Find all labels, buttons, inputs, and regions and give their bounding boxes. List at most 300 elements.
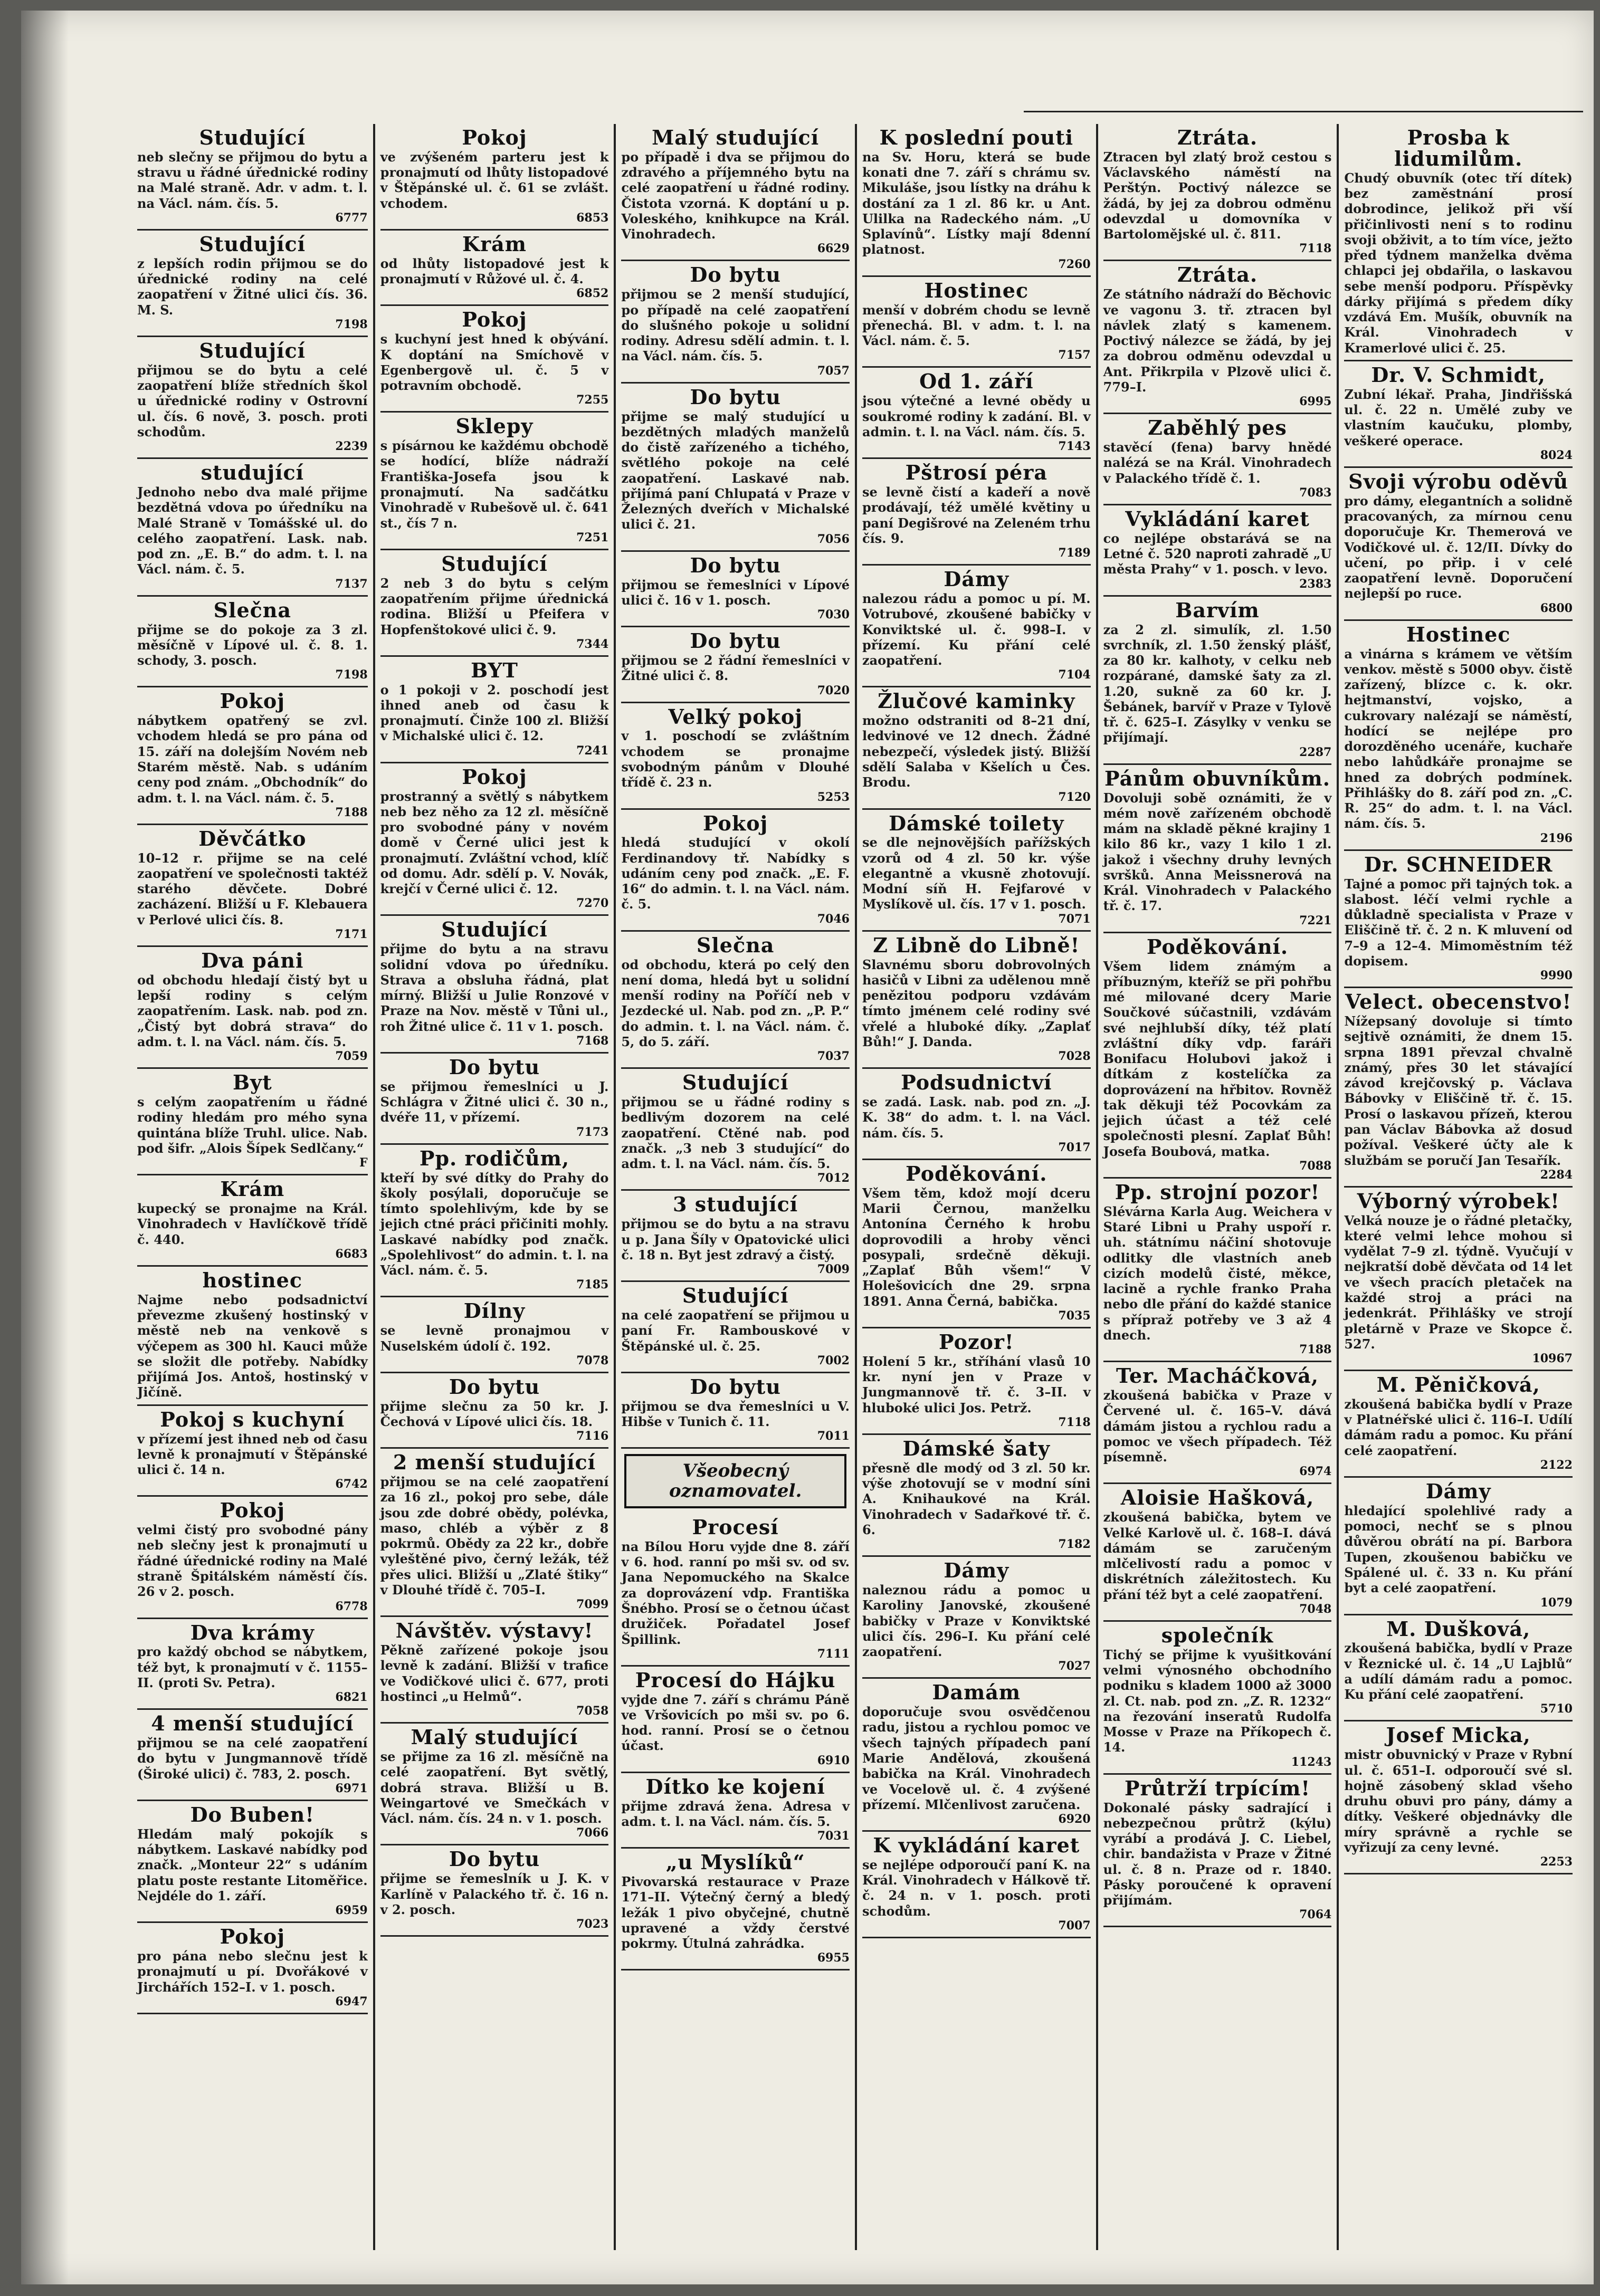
ad-text: přijmou se u řádné rodiny s bedlivým dozorem na celé zaopatření. Ctěné nab. pod značk. „3 neb 3 studující“ do adm. t. l. na Václ. nám. čís. 5. <box>621 1094 850 1172</box>
ad-number: 7083 <box>1299 485 1332 500</box>
ad-number: 2122 <box>1540 1458 1573 1472</box>
ad-heading: Byt <box>232 1070 272 1095</box>
ad-number: 2239 <box>335 439 368 454</box>
ad-number: 7048 <box>1299 1602 1332 1616</box>
ad-text: přijme slečnu za 50 kr. J. Čechová v Lípové ulici čís. 18. <box>380 1398 609 1429</box>
ad-number: 7088 <box>1299 1159 1332 1173</box>
ad-number: 6853 <box>576 211 609 225</box>
ad-text: jsou výtečné a levné obědy u soukromé rodiny k zadání. Bl. v admin. t. l. na Václ. nám. čís. 5. <box>862 393 1091 439</box>
ad-heading: studující <box>201 461 304 485</box>
ad-heading: Výborný výrobek! <box>1357 1189 1560 1213</box>
ad-heading: Podsudnictví <box>901 1070 1052 1095</box>
ad-number: 7030 <box>817 608 850 622</box>
ad-text: přijmou se na celé zaopatření za 16 zl., pokoj pro sebe, dále jsou zde dobré obědy, polévka, maso, chléb a výběr z 8 pokrmů. Obědy za 22 kr., dobře vyleštěné pivo, černý ležák, též přes ulici. Bližší u „Zlaté štiky“ v Dlouhé třídě č. 705–I. <box>380 1474 609 1597</box>
ad-heading: Prosba k lidumilům. <box>1394 126 1523 170</box>
ad-text: Velká nouze je o řádné pletačky, které velmi lehce mohou si vydělat 7–9 zl. týdně. Vyučují v nejkratší době děvčata od 14 let ve všech pracích pletaček na každé stroj a práci na jedenkrát. Přihlášky ve strojí pletárně v Praze ve Skopce č. 527. <box>1344 1212 1573 1352</box>
classified-ad <box>862 1435 1091 1557</box>
ad-heading: Damám <box>932 1680 1021 1705</box>
classified-ad <box>137 1267 368 1406</box>
ad-text: 10–12 r. přijme se na celé zaopatření ve společnosti taktéž starého děvčete. Dobré zacházení. Bližší u F. Klebauera v Perlové ulici čís. 8. <box>137 850 368 927</box>
ad-heading: Pp. rodičům, <box>419 1146 570 1170</box>
ad-heading: K vykládání karet <box>873 1833 1080 1858</box>
ad-heading: Z Libně do Libně! <box>873 933 1080 957</box>
classified-ad <box>1103 261 1332 414</box>
ad-heading: Krám <box>220 1177 285 1201</box>
ad-text: od obchodu hledají čistý byt u lepší rodiny s celým zaopatřením. Lask. nab. pod zn. „Čistý byt dobrá strava“ do adm. t. l. na Václ. nám. čís. 5. <box>137 972 368 1049</box>
classified-ad <box>862 1328 1091 1435</box>
section-banner: Všeobecný oznamovatel. <box>624 1454 846 1508</box>
classified-ad <box>137 825 368 947</box>
classified-ad <box>862 124 1091 277</box>
classified-ad <box>380 1449 609 1617</box>
ad-number: 7221 <box>1299 913 1332 927</box>
classified-ad <box>621 124 850 261</box>
ad-heading: Dr. V. Schmidt, <box>1371 362 1546 387</box>
ad-number: 2196 <box>1540 831 1573 845</box>
ad-text: zkoušená babička, bytem ve Velké Karlově ul. č. 168–I. dává dámám se zaručeným mlčelivostí radu a pomoc v diskrétních záležitostech. Ku přání též byt a celé zaopatření. <box>1103 1509 1332 1602</box>
ad-heading: Žlučové kaminky <box>878 689 1075 713</box>
ad-heading: M. Pěničková, <box>1376 1373 1540 1397</box>
ad-heading: Do bytu <box>690 1374 781 1399</box>
ad-text: Jednoho nebo dva malé přijme bezdětná vdova po úředníku na Malé Straně v Tomášské ul. do celého zaopatření. Lask. nab. pod zn. „E. B.“ do adm. t. l. na Václ. nám. č. 5. <box>137 484 368 577</box>
ad-heading: Pštrosí péra <box>905 461 1047 485</box>
classified-ad <box>1344 1188 1573 1371</box>
ad-text: Najme nebo podsadnictví převezme zkušený hostinský v městě neb na venkově s výčepem as 300 hl. Kauci může se složit dle potřeby. Nabídky přijímá Jos. Antoš, hostinský v Jičíně. <box>137 1292 368 1400</box>
ad-number: 7120 <box>1058 790 1091 804</box>
ad-text: za 2 zl. simulík, zl. 1.50 svrchník, zl. 1.50 ženský plášť, za 80 kr. kalhoty, v celku neb rozpárané, damské šaty za zl. 1.20, sukně za 60 kr. J. Šebánek, barvíř v Praze v Tylově tř. č. 625–I. Zásylky v venku se přijímají. <box>1103 621 1332 745</box>
ad-number: 7104 <box>1058 668 1091 682</box>
ad-text: Dokonalé pásky sadrající i nebezpečnou průtrž (kýlu) vyrábí a prodává J. C. Liebel, chir. bandažista v Praze v Žitné ul. č. 8 n. Praze od r. 1840. Pásky poroučené k opravení přijímám. <box>1103 1800 1332 1908</box>
ad-heading: Josef Micka, <box>1386 1723 1531 1747</box>
ad-number: 7185 <box>576 1278 609 1292</box>
ad-text: Holení 5 kr., stříhání vlasů 10 kr. nyní jen v Praze v Jungmannově tř. č. 3–II. v hluboké ulici Jos. Petrž. <box>862 1353 1091 1415</box>
ad-heading: Barvím <box>1175 598 1260 622</box>
ad-number: 7116 <box>576 1429 609 1443</box>
ad-text: přijmou se 2 menší studující, po případě na celé zaopatření do slušného pokoje u solidní rodiny. Adresu sdělí admin. t. l. na Václ. nám. čís. 5. <box>621 286 850 364</box>
classified-ad <box>380 763 609 916</box>
ad-heading: Pokoj <box>220 1498 285 1523</box>
ad-text: se dle nejnovějších pařížských vzorů od 4 zl. 50 kr. výše elegantně a vkusně zhotovují. Modní síň H. Fejfarové v Myslíkově ul. čís. 17 v 1. posch. <box>862 835 1091 912</box>
ad-number: 6778 <box>335 1599 368 1613</box>
ad-number: 7188 <box>1299 1343 1332 1357</box>
ad-text: se levně čistí a kadeří a nově prodávají, též umělé květiny u paní Degišrové na Zeleném trhu čís. 9. <box>862 484 1091 546</box>
ad-number: 6777 <box>335 211 368 225</box>
ad-number: 7137 <box>335 577 368 591</box>
ad-text: zkoušená babička, bydlí v Praze v Řeznické ul. č. 14 „U Lajblů“ a udílí dámám radu a pomoc. Ku přání celé zaopatření. <box>1344 1640 1573 1702</box>
classified-ad <box>862 277 1091 368</box>
ad-heading: Do bytu <box>690 263 781 287</box>
ad-number: 7059 <box>335 1049 368 1064</box>
ad-heading: BYT <box>471 658 518 682</box>
ad-text: Nížepsaný dovoluje si tímto sejtivě oznámiti, že dnem 15. srpna 1891 převzal chvalně známý, přes 30 let stávající závod krejčovský p. Václava Bábovky v Eliščině tř. č. 15. Prosí o laskavou přízeň, kterou pan Václav Bábovka až dosud požíval. Veškeré účty ale k službám se poručí Jan Tesařík. <box>1344 1013 1573 1168</box>
ad-heading: Slečna <box>696 933 775 957</box>
classified-ad <box>621 1514 850 1667</box>
classified-ad <box>862 566 1091 687</box>
ad-text: hledá studující v okolí Ferdinandovy tř. Nabídky s udáním ceny pod značk. „E. F. 16“ do admin. t. l. na Václ. nám. č. 5. <box>621 835 850 912</box>
ad-text: přijme se do pokoje za 3 zl. měsíčně v Lípové ul. č. 8. 1. schody, 3. posch. <box>137 621 368 668</box>
ad-heading: K poslední pouti <box>879 126 1074 149</box>
ad-text: přijmou se 2 řádní řemeslníci v Žitné ulici č. 8. <box>621 653 850 684</box>
ad-number: 7020 <box>817 683 850 697</box>
ad-text: od lhůty listopadové jest k pronajmutí v Růžové ul. č. 4. <box>380 255 609 287</box>
ad-text: Zubní lékař. Praha, Jindřišská ul. č. 22 n. Umělé zuby ve vlastním kaučuku, plomby, veškeré operace. <box>1344 386 1573 448</box>
ad-heading: Pánům obuvníkům. <box>1104 766 1330 790</box>
ad-heading: Studující <box>682 1070 789 1095</box>
ad-number: 6920 <box>1058 1812 1091 1826</box>
classified-ad <box>137 1801 368 1923</box>
ad-text: nalezou rádu a pomoc u pí. M. Votrubové, zkoušené babičky v Konviktské ul. č. 998–I. v přízemí. Ku přání celé zaopatření. <box>862 590 1091 668</box>
ad-text: na Bílou Horu vyjde dne 8. září v 6. hod. ranní po mši sv. od sv. Jana Nepomuckého na Skalce za doprovázení vdp. Františka Šnébho. Prosí se o četnou účast družiček. Pořadatel Josef Špillink. <box>621 1538 850 1647</box>
classified-ad <box>137 1406 368 1497</box>
ad-number: 7198 <box>335 317 368 331</box>
ad-heading: hostinec <box>202 1268 302 1292</box>
classified-ad <box>137 459 368 596</box>
ad-heading: Dva krámy <box>190 1620 315 1644</box>
ad-text: Ze státního nádraží do Běchovic ve vagonu 3. tř. ztracen byl návlek zlatý s kamenem. Poctivý nálezce se žádá, by jej za dobrou odměnu odevzdal u Ant. Přikrpila v Plzově ulici č. 779–I. <box>1103 286 1332 395</box>
classified-ad <box>380 1724 609 1845</box>
ad-heading: „u Myslíků“ <box>665 1850 805 1874</box>
classified-ad <box>621 1667 850 1773</box>
classified-ad <box>862 1679 1091 1832</box>
ad-number: 6683 <box>335 1247 368 1261</box>
classified-ad <box>1344 1615 1573 1722</box>
classified-ad <box>621 932 850 1069</box>
ad-heading: Návštěv. výstavy! <box>395 1619 594 1643</box>
ad-text: pro každý obchod se nábytkem, též byt, k pronajmutí v č. 1155–II. (proti Sv. Petra). <box>137 1644 368 1690</box>
classified-ad <box>1103 765 1332 933</box>
classified-ad <box>862 1557 1091 1679</box>
classified-ad <box>621 261 850 383</box>
ad-heading: Dámy <box>1425 1479 1491 1504</box>
ad-heading: Poděkování. <box>1146 934 1289 959</box>
ad-text: neb slečny se přijmou do bytu a stravu u řádné úřednické rodiny na Malé straně. Adr. v adm. t. l. na Václ. nám. čís. 5. <box>137 149 368 211</box>
ad-heading: 2 menší studující <box>393 1450 596 1475</box>
classified-ad <box>137 124 368 231</box>
ad-heading: Od 1. září <box>919 369 1034 394</box>
ad-number: 2287 <box>1299 745 1332 759</box>
ad-number: 7057 <box>817 363 850 378</box>
ad-number: 6800 <box>1540 601 1573 615</box>
ad-text: s písárnou ke každému obchodě se hodící, blíže nádraží Františka-Josefa jsou k pronajmutí. Na sadčátku Vinohradě v Rubešově ul. č. 641 st., čís 7 n. <box>380 438 609 531</box>
ad-heading: Dítko ke kojení <box>645 1774 825 1798</box>
ad-heading: Pokoj <box>462 308 527 332</box>
classified-ad <box>380 916 609 1053</box>
classified-ad <box>137 231 368 337</box>
ad-number: 7002 <box>817 1353 850 1367</box>
classified-ad <box>137 1069 368 1175</box>
classified-ad <box>137 337 368 459</box>
ad-text: stavěcí (fena) barvy hnědé nalézá se na Král. Vinohradech v Palackého třídě č. 1. <box>1103 439 1332 486</box>
ad-number: 7056 <box>817 532 850 546</box>
ad-number: 6821 <box>335 1690 368 1705</box>
classified-ad <box>621 552 850 627</box>
ad-heading: Aloisie Hašková, <box>1120 1486 1315 1510</box>
ad-heading: Hostinec <box>1406 622 1511 646</box>
ad-number: 6974 <box>1299 1465 1332 1479</box>
ad-number: 2284 <box>1540 1168 1573 1182</box>
ad-text: naleznou rádu a pomoc u Karoliny Janovské, zkoušené babičky v Praze v Konviktské ulici čís. 296–I. Ku přání celé zaopatření. <box>862 1582 1091 1660</box>
ad-number: 7007 <box>1058 1919 1091 1933</box>
classified-ad <box>137 687 368 825</box>
classified-ad <box>380 231 609 306</box>
ad-heading: Velký pokoj <box>668 704 803 729</box>
ad-heading: Pozor! <box>939 1329 1014 1354</box>
ad-number: 7066 <box>576 1826 609 1840</box>
ad-heading: Ter. Macháčková, <box>1116 1364 1319 1388</box>
ad-number: 7173 <box>576 1125 609 1139</box>
ad-heading: Dámy <box>944 567 1009 591</box>
ad-heading: Studující <box>441 917 548 942</box>
ad-heading: Velect. obecenstvo! <box>1345 990 1572 1014</box>
classified-ad <box>137 1175 368 1267</box>
ad-text: zkoušená babička bydlí v Praze v Platnéřské ulici č. 116–I. Udílí dámám radu a pomoc. Ku přání celé zaopatření. <box>1344 1396 1573 1458</box>
ad-heading: Pp. strojní pozor! <box>1115 1180 1320 1204</box>
classified-ad <box>380 306 609 413</box>
ad-heading: Pokoj <box>702 811 768 835</box>
ad-text: možno odstraniti od 8–21 dní, ledvinové ve 12 dnech. Žádné nebezpečí, výsledek jistý. Bližší sdělí Salaba v Kšelích u Čes. Brodu. <box>862 713 1091 790</box>
classified-ad <box>137 1619 368 1710</box>
ad-text: co nejlépe obstarává se na Letné č. 520 naproti zahradě „U města Prahy“ v 1. posch. v levo. <box>1103 530 1332 577</box>
ad-number: 6852 <box>576 286 609 301</box>
classified-ad <box>137 597 368 688</box>
ad-text: přijme do bytu a na stravu solidní vdova po úředníku. Strava a obsluha řádná, plat mírný. Bližší u Julie Ronzové v Praze na Nov. městě v Tůni ul., roh Žitné ulice č. 11 v 1. posch. <box>380 941 609 1034</box>
ad-number: 7251 <box>576 530 609 544</box>
classified-ad <box>380 1054 609 1145</box>
ad-number: 7078 <box>576 1353 609 1367</box>
ad-heading: Dva páni <box>201 949 304 972</box>
ad-text: zkoušená babička v Praze v Červené ul. č. 165–V. dává dámám jistou a rychlou radu a pomoc ve všech případech. Též písemně. <box>1103 1388 1332 1465</box>
column-5 <box>1096 124 1337 2250</box>
ad-number: 5710 <box>1540 1702 1573 1716</box>
ad-text: pro dámy, elegantních a solidně pracovaných, za mírnou cenu doporučuje Kr. Themerová ve Vodičkové ul. č. 12/II. Dívky do učení, po přip. i v celé zaopatření levně. Doporučení nejlepší po ruce. <box>1344 493 1573 601</box>
ad-text: v 1. poschodí se zvláštním vchodem se pronajme svobodným pánům v Dlouhé třídě č. 23 n. <box>621 728 850 790</box>
ad-text: s celým zaopatřením u řádné rodiny hledám pro mého syna quintána blíže Truhl. ulice. Nab. pod šifr. „Alois Šípek Sedlčany.“ <box>137 1094 368 1156</box>
classified-ad <box>1103 1362 1332 1484</box>
ad-heading: Dr. SCHNEIDER <box>1364 852 1553 876</box>
ad-number: 8024 <box>1540 448 1573 462</box>
ad-number: 7111 <box>817 1647 850 1661</box>
ad-heading: Pokoj <box>220 689 285 713</box>
ad-number: 7171 <box>335 927 368 941</box>
ad-heading: Do bytu <box>690 385 781 409</box>
ad-heading: Procesí <box>692 1515 779 1539</box>
classified-ad <box>380 1145 609 1298</box>
ad-heading: Vykládání karet <box>1125 506 1310 531</box>
ad-text: Ztracen byl zlatý brož cestou s Václavského náměstí na Perštýn. Poctivý nálezce se žádá, by jej za dobrou odměnu odevzdal u domovníka v Bartolomějské ul. č. 811. <box>1103 149 1332 242</box>
ad-text: se levně pronajmou v Nuselském údolí č. 192. <box>380 1323 609 1354</box>
classified-ad <box>862 932 1091 1069</box>
ad-number: 7099 <box>576 1597 609 1612</box>
ad-heading: Dámy <box>944 1558 1009 1583</box>
ad-heading: Studující <box>682 1284 789 1308</box>
ad-heading: Svoji výrobu oděvů <box>1348 469 1569 493</box>
classified-ad <box>862 1160 1091 1328</box>
ad-number: 7009 <box>817 1262 850 1277</box>
ad-number: 6955 <box>817 1951 850 1965</box>
ad-heading: 3 studující <box>673 1192 798 1217</box>
classified-ad <box>1344 468 1573 621</box>
ad-text: kteří by své dítky do Prahy do školy posýlali, doporučuje se tímto spolehlivým, kde by se jejich ctné práci přičiniti mohly. Laskavé nabídky pod značk. „Spolehlivost“ do admin. t. l. na Václ. nám. č. 5. <box>380 1170 609 1278</box>
ad-text: přijmou se na celé zaopatření do bytu v Jungmannově třídě (Široké ulici) č. 783, 2. posch. <box>137 1735 368 1782</box>
classified-ad <box>380 1845 609 1937</box>
ad-number: 6959 <box>335 1903 368 1918</box>
ad-number: 7168 <box>576 1034 609 1048</box>
ad-heading: Pokoj <box>462 126 527 149</box>
ad-text: se přijme za 16 zl. měsíčně na celé zaopatření. Byt světlý, dobrá strava. Bližší u B. Weingartové ve Smečkách v Václ. nám. čís. 24 n. v 1. posch. <box>380 1749 609 1826</box>
ad-heading: Malý studující <box>652 126 820 149</box>
classified-ad <box>621 1191 850 1282</box>
classified-ad <box>621 384 850 552</box>
ad-number: 11243 <box>1291 1755 1332 1769</box>
ad-number: 7118 <box>1299 242 1332 256</box>
ad-number: 6742 <box>335 1477 368 1491</box>
ad-heading: M. Dušková, <box>1386 1616 1531 1641</box>
ad-text: hledající spolehlivé rady a pomoci, nechť se s plnou důvěrou obrátí na pí. Barbora Tupen, zkoušenou babičku ve Spálené ul. č. 33 n. Ku přání byt a celé zaopatření. <box>1344 1503 1573 1596</box>
classified-ad <box>862 1832 1091 1938</box>
ad-number: 7035 <box>1058 1308 1091 1323</box>
ad-heading: Do bytu <box>449 1847 540 1871</box>
classified-ad <box>1103 124 1332 261</box>
ad-heading: Do Buben! <box>190 1802 315 1826</box>
ad-text: Pěkně zařízené pokoje jsou levně k zadání. Bližší v trafice ve Vodičkové ulici č. 677, proti hostinci „u Helmů“. <box>380 1642 609 1704</box>
ad-text: přijme zdravá žena. Adresa v adm. t. l. na Václ. nám. čís. 5. <box>621 1798 850 1829</box>
ad-heading: Dámské toilety <box>889 811 1064 835</box>
ad-heading: Poděkování. <box>906 1161 1047 1185</box>
classified-ad <box>621 1069 850 1191</box>
ad-text: velmi čistý pro svobodné pány neb slečny jest k pronajmutí u řádné úřednické rodiny na Malé straně Špitálském náměstí čís. 26 v 2. posch. <box>137 1522 368 1600</box>
classified-ad <box>1344 124 1573 361</box>
ad-number: 7255 <box>576 393 609 407</box>
ad-text: přijmou se řemeslníci v Lípové ulici č. 16 v 1. posch. <box>621 577 850 608</box>
column-2 <box>373 124 614 2250</box>
header-rule <box>1024 111 1583 123</box>
ad-number: 7344 <box>576 637 609 651</box>
ad-heading: Dílny <box>463 1299 526 1323</box>
ad-number: 7012 <box>817 1171 850 1185</box>
ad-text: se přijmou řemeslníci u J. Schlágra v Žitné ulici č. 30 n., dvéře 11, v přízemí. <box>380 1078 609 1125</box>
classified-ad <box>1103 414 1332 505</box>
ad-text: doporučuje svou osvědčenou radu, jistou a rychlou pomoc ve všech tajných případech paní Marie Andělová, zkoušená babička na Král. Vinohradech ve Vocelově ul. č. 4 zvýšené přízemí. Mlčenlivost zaručena. <box>862 1704 1091 1812</box>
ad-text: pro pána nebo slečnu jest k pronajmutí u pí. Dvořákové v Jirchářích 152–I. v 1. posch. <box>137 1948 368 1995</box>
classified-ad <box>621 703 850 810</box>
column-6 <box>1337 124 1578 2250</box>
ad-text: v přízemí jest ihned neb od času levně k pronajmutí v Štěpánské ulici č. 14 n. <box>137 1431 368 1478</box>
ad-text: Všem těm, kdož mojí dceru Marii Černou, manželku Antonína Černého k hrobu doprovodili a hroby věnci posypali, srdečně děkuji. „Zaplať Bůh všem!“ V Holešovicích dne 29. srpna 1891. Anna Černá, babička. <box>862 1185 1091 1309</box>
classified-ad <box>1103 1484 1332 1621</box>
ad-heading: Průtrží trpícím! <box>1124 1776 1311 1800</box>
classified-ad <box>380 657 609 763</box>
ad-text: Tajné a pomoc při tajných tok. a slabost. léčí velmi rychle a důkladně specialista v Praze v Eliščině tř. č. 2 n. K mluvení od 7–9 a 12–4. Mimoměstním též dopisem. <box>1344 876 1573 969</box>
ad-text: se zadá. Lask. nab. pod zn. „J. K. 38“ do adm. t. l. na Václ. nám. čís. 5. <box>862 1094 1091 1141</box>
ad-heading: Studující <box>199 338 306 362</box>
ad-number: 7157 <box>1058 348 1091 362</box>
classified-ad <box>1103 1775 1332 1928</box>
ad-text: prostranný a světlý s nábytkem neb bez něho za 12 zl. měsíčně pro svobodné pány v novém domě v Černé ulici jest k pronajmutí. Zvláštní vchod, klíč od domu. Adr. sdělí p. V. Novák, krejčí v Černé ulici č. 12. <box>380 788 609 897</box>
classified-ad <box>1103 505 1332 597</box>
ad-text: přijmou se dva řemeslníci u V. Hibše v Tunich č. 11. <box>621 1398 850 1429</box>
ad-number: 2383 <box>1299 577 1332 591</box>
classified-ad <box>1103 597 1332 765</box>
ad-number: 7189 <box>1058 546 1091 560</box>
ad-number: 7037 <box>817 1049 850 1064</box>
ad-number: 5253 <box>817 790 850 804</box>
ad-text: Tichý se přijme k vyušitkování velmi výnosného obchodního podniku s kladem 1000 až 3000 zl. Ct. nab. pod zn. „Z. R. 1232“ na řezování inseratů Rudolfa Mosse v Praze na Příkopech č. 14. <box>1103 1647 1332 1755</box>
ad-number: 7011 <box>817 1429 850 1443</box>
ad-text: z lepších rodin přijmou se do úřednické rodiny na celé zaopatření v Žitné ulici čís. 36. M. S. <box>137 255 368 318</box>
ad-number: 2253 <box>1540 1855 1573 1869</box>
ad-text: kupecký se pronajme na Král. Vinohradech v Havlíčkově třídě č. 440. <box>137 1201 368 1247</box>
ad-heading: společník <box>1161 1623 1274 1647</box>
classified-ad <box>621 1773 850 1849</box>
ad-heading: 4 menší studující <box>151 1711 354 1736</box>
ad-text: na celé zaopatření se přijmou u paní Fr. Rambouskové v Štěpánské ul. č. 25. <box>621 1307 850 1354</box>
ad-text: 2 neb 3 do bytu s celým zaopatřením přijme úřednická rodina. Bližší u Pfeifera v Hopfenštokové ulici č. 9. <box>380 575 609 637</box>
ad-text: Dovoluji sobě oznámiti, že v mém nově zařízeném obchodě mám na skladě pěkné krajiny 1 kilo 86 kr., vazy 1 kilo 1 zl. jakož i všechny druhy levných svršků. Anna Meissnerová na Král. Vinohradech v Palackého tř. č. 17. <box>1103 790 1332 914</box>
classified-ad <box>1344 1478 1573 1615</box>
ad-text: o 1 pokoji v 2. poschodí jest ihned aneb od času k pronajmutí. Činže 100 zl. Bližší v Michalské ulici č. 12. <box>380 682 609 744</box>
ad-text: se nejlépe odporoučí paní K. na Král. Vinohradech v Hálkově tř. č. 24 n. v 1. posch. proti schodům. <box>862 1857 1091 1919</box>
ad-heading: Do bytu <box>449 1374 540 1399</box>
ad-number: 7064 <box>1299 1908 1332 1922</box>
classified-ad <box>137 1923 368 2014</box>
ad-number: 6629 <box>817 242 850 256</box>
classified-ad <box>862 459 1091 566</box>
ad-text: Chudý obuvník (otec tří dítek) bez zaměstnání prosí dobrodince, jelikož při vší přičinlivosti není s to rodinu svoji obživit, a to tím více, ježto před týdnem manželka dvěma chlapci jej obdařila, o laskavou sebe menší podporu. Příspěvky dárky přijímá s předem díky vzdává Em. Mušík, obuvník na Král. Vinohradech v Kramerlové ulici č. 25. <box>1344 170 1573 356</box>
classified-ad <box>1103 1179 1332 1362</box>
classified-ad <box>862 368 1091 459</box>
ad-heading: Sklepy <box>455 414 534 438</box>
ad-number: 7031 <box>817 1829 850 1843</box>
ad-text: Slévárna Karla Aug. Weichera v Staré Libni u Prahy uspoří r. uh. státnímu náčiní shotovuje odlitky dle vlastních aneb cizích modelů čisté, měkce, lacině a rychle franko Praha nebo dle přání do každé stanice s přípraž potřeby ve 3 až 4 dnech. <box>1103 1203 1332 1343</box>
classified-ad <box>380 413 609 550</box>
classified-ad <box>862 687 1091 809</box>
ad-number: 9990 <box>1540 969 1573 983</box>
classified-ad <box>621 1282 850 1373</box>
classified-ad <box>380 1373 609 1449</box>
ad-text: po případě i dva se přijmou do zdravého a příjemného bytu na celé zaopatření u řádné rodiny. Čistota vzorná. K doptání u p. Voleského, knihkupce na Král. Vinohradech. <box>621 149 850 242</box>
ad-text: Hledám malý pokojík s nábytkem. Laskavé nabídky pod značk. „Monteur 22“ s udáním platu poste restante Litoměřice. Nejdéle do 1. září. <box>137 1826 368 1903</box>
ad-heading: Ztráta. <box>1177 263 1258 287</box>
ad-heading: Hostinec <box>924 278 1029 302</box>
classified-ad <box>380 1297 609 1373</box>
ad-number: 6947 <box>335 1994 368 2008</box>
classified-ad <box>137 1497 368 1619</box>
ad-heading: Studující <box>199 126 306 149</box>
ad-text: přijmou se do bytu a celé zaopatření blíže středních škol u úřednické rodiny v Ostrovní ul. čís. 6 nově, 3. posch. proti schodům. <box>137 362 368 439</box>
ad-number: 7017 <box>1058 1140 1091 1154</box>
ad-number: 7241 <box>576 743 609 758</box>
ad-number: 1079 <box>1540 1595 1573 1610</box>
classified-ad <box>621 1373 850 1449</box>
classified-ad <box>621 1849 850 1970</box>
classified-ad <box>380 550 609 657</box>
classified-ad <box>137 1710 368 1801</box>
ad-number: 7182 <box>1058 1537 1091 1552</box>
ad-number: 7188 <box>335 805 368 819</box>
ad-text: na Sv. Horu, která se bude konati dne 7. září s chrámu sv. Mikuláše, jsou lístky na dráhu k dostání za 1 zl. 86 kr. u Ant. Ulilka na Radeckého nám. „U Splavínů“. Lístky mají 8denní platnost. <box>862 149 1091 257</box>
ad-text: Všem lidem známým a příbuzným, kteříž se při pohřbu mé milované dcery Marie Součkové súčastnili, vzdávám své nejhlubší díky, též platí zvláštní díky vdp. faráři Bonifacu Holubovi jakož i dítkám z kostelíčka za doprovázení na hřbitov. Rovněž tak děkuji též Pocovkám za jejich účast a též celé společnosti plesní. Zaplať Bůh! Josefa Boubová, matka. <box>1103 958 1332 1159</box>
ad-number: 6910 <box>817 1753 850 1767</box>
classified-ad <box>380 1617 609 1724</box>
classified-ad <box>621 627 850 703</box>
columns-container <box>132 124 1578 2250</box>
ad-heading: Slečna <box>213 598 292 622</box>
ad-heading: Zaběhlý pes <box>1148 416 1287 440</box>
ad-text: vyjde dne 7. září s chrámu Páně ve Vršovicích po mši sv. po 6. hod. ranní. Prosí se o četnou účast. <box>621 1691 850 1754</box>
ad-text: menší v dobrém chodu se levně přenechá. Bl. v adm. t. l. na Václ. nám. č. 5. <box>862 302 1091 349</box>
ad-number: 6995 <box>1299 395 1332 409</box>
classified-ad <box>1344 361 1573 468</box>
